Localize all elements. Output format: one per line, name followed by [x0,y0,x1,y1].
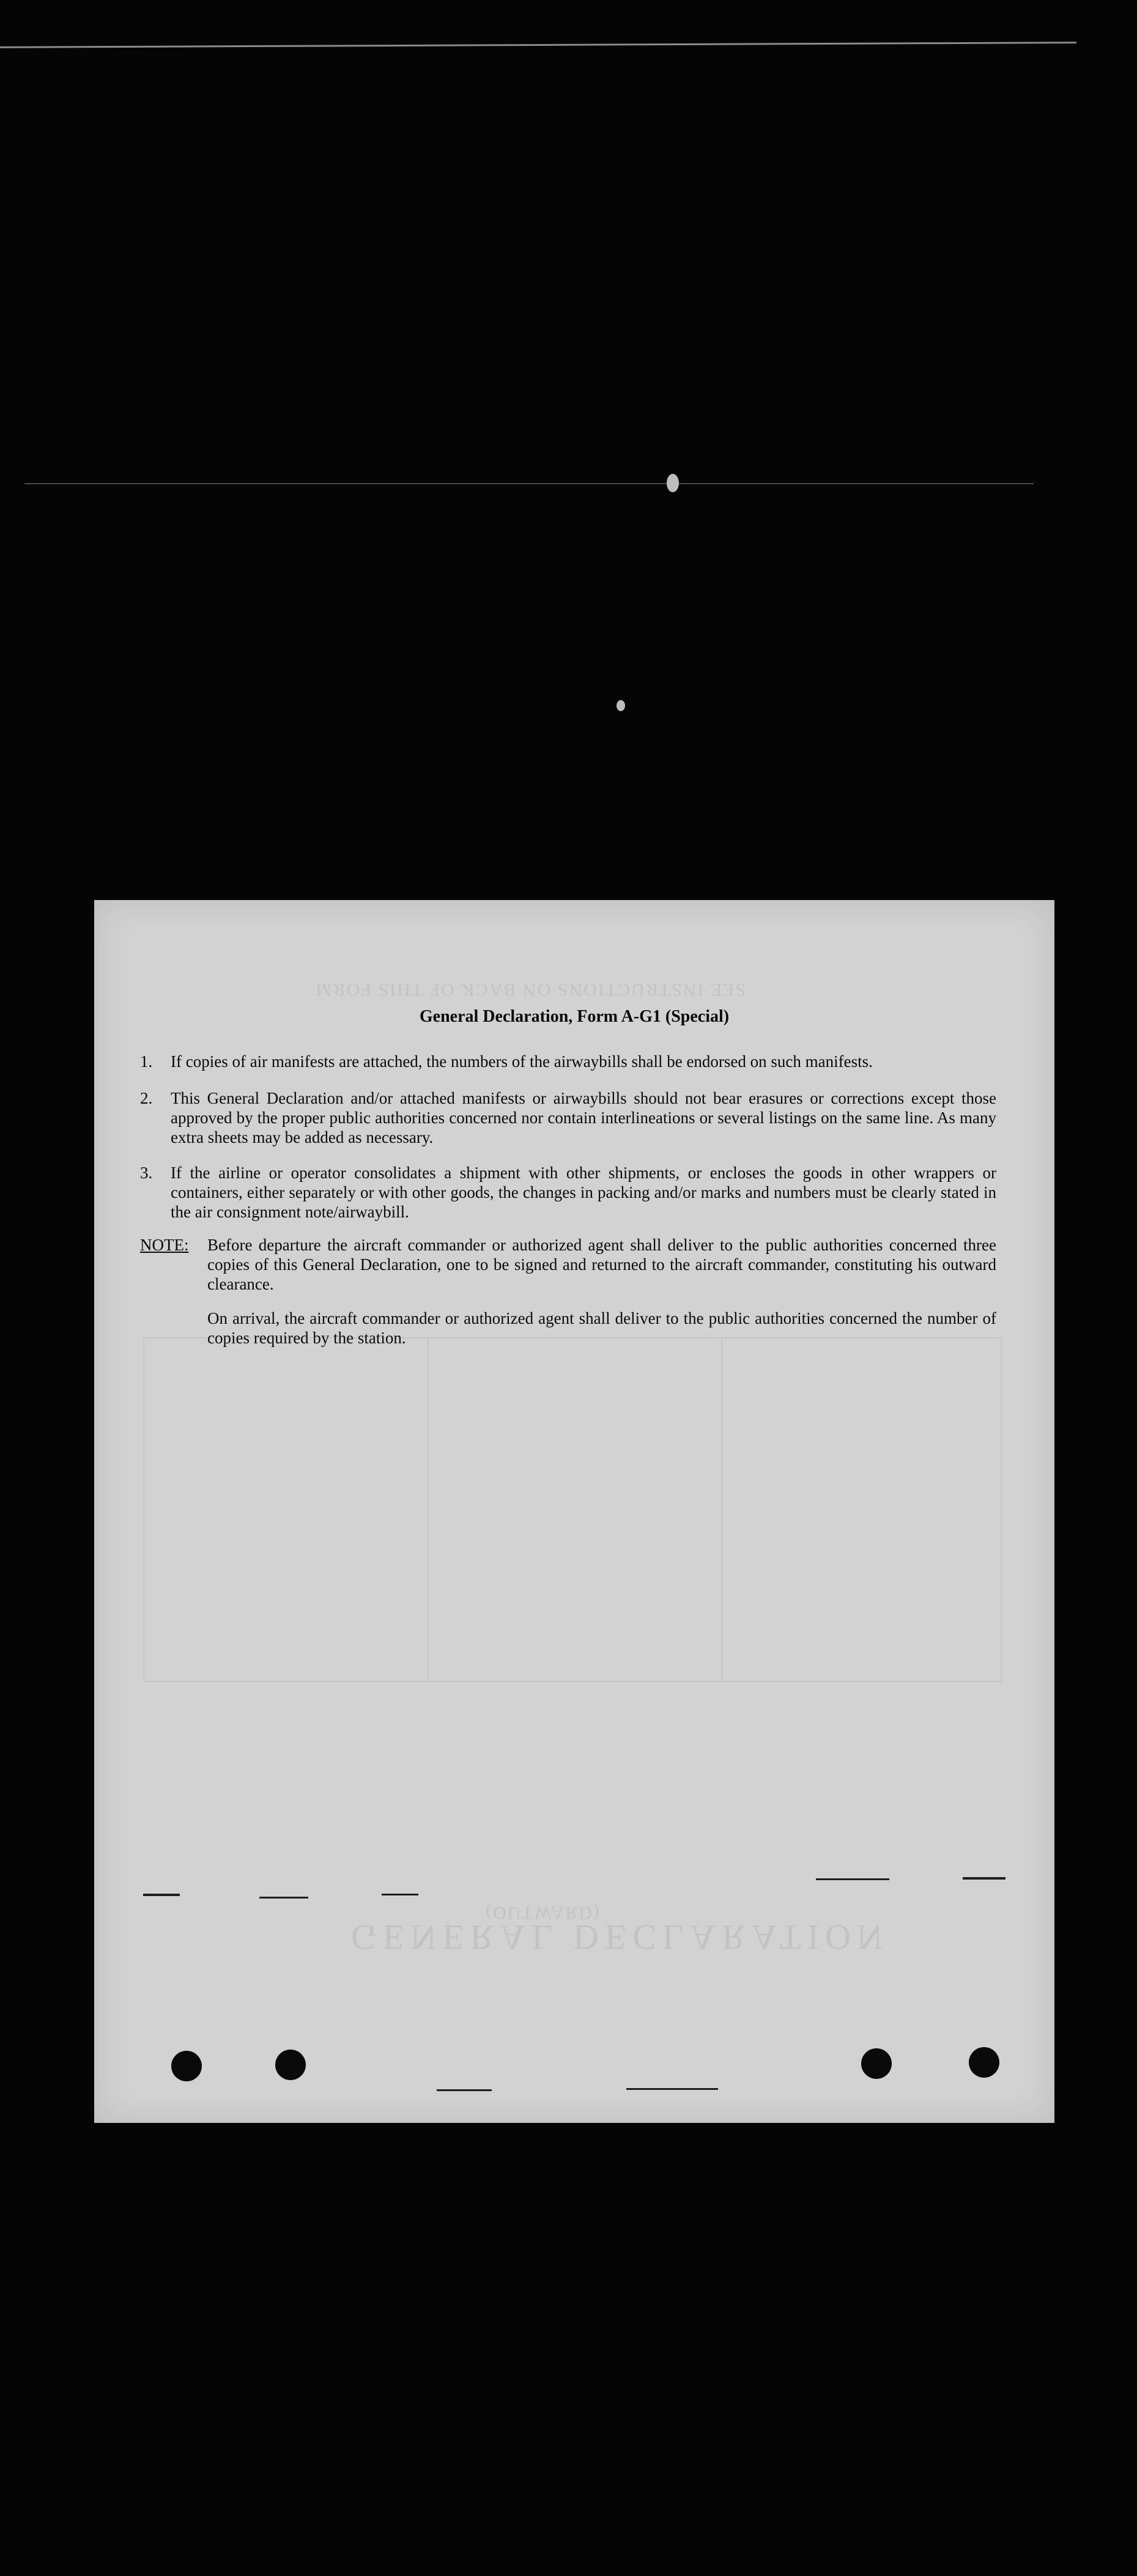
note-label: NOTE: [140,1236,189,1254]
show-through-form-title: GENERAL DECLARATION [351,1917,889,1957]
punch-hole [969,2047,999,2078]
scan-mark [963,1877,1006,1880]
note-paragraph: Before departure the aircraft commander or authorized agent shall deliver to the public authorities concerned three copies of this General Declaration, one to be signed and returned to the aircraft commander, constituting his outward clearance. [207,1236,996,1293]
item-number: 2. [140,1089,153,1107]
scan-mark [143,1894,180,1896]
scan-mark [259,1897,308,1899]
film-speck [667,474,679,492]
punch-hole [861,2048,892,2079]
show-through-heading: SEE INSTRUCTIONS ON BACK OF THIS FORM [314,980,746,1000]
show-through-table-divider [721,1337,722,1680]
film-scratch-line [24,483,1034,484]
punch-hole [275,2050,306,2080]
note-paragraph: On arrival, the aircraft commander or authorized agent shall deliver to the public authorities concerned the number of copies required by the station. [207,1309,996,1347]
film-speck [617,700,625,711]
item-number: 1. [140,1052,153,1071]
film-edge-line [0,42,1076,48]
item-text: If the airline or operator consolidates a shipment with other shipments, or encloses the goods in other wrappers or containers, either separately or with other goods, the changes in packing and/or marks and numbers must be clearly stated in the air consignment note/airwaybill. [171,1164,996,1221]
show-through-table-divider [428,1337,429,1680]
scan-mark [437,2089,492,2091]
item-number: 3. [140,1164,153,1182]
declaration-sheet [94,900,1054,2123]
punch-hole [171,2051,202,2081]
show-through-subtitle: (OUTWARD) [486,1903,601,1923]
scan-mark [382,1894,418,1895]
scan-mark [816,1878,889,1880]
show-through-table [143,1337,1002,1682]
item-text: If copies of air manifests are attached, the numbers of the airwaybills shall be endorsed on such manifests. [171,1052,873,1071]
scan-mark [626,2088,718,2090]
item-text: This General Declaration and/or attached manifests or airwaybills should not bear erasures or corrections except those approved by the proper public authorities concerned nor contain interlineations or several listings on the same line. As many extra sheets may be added as necessary. [171,1089,996,1146]
form-title: General Declaration, Form A-G1 (Special) [419,1007,730,1026]
